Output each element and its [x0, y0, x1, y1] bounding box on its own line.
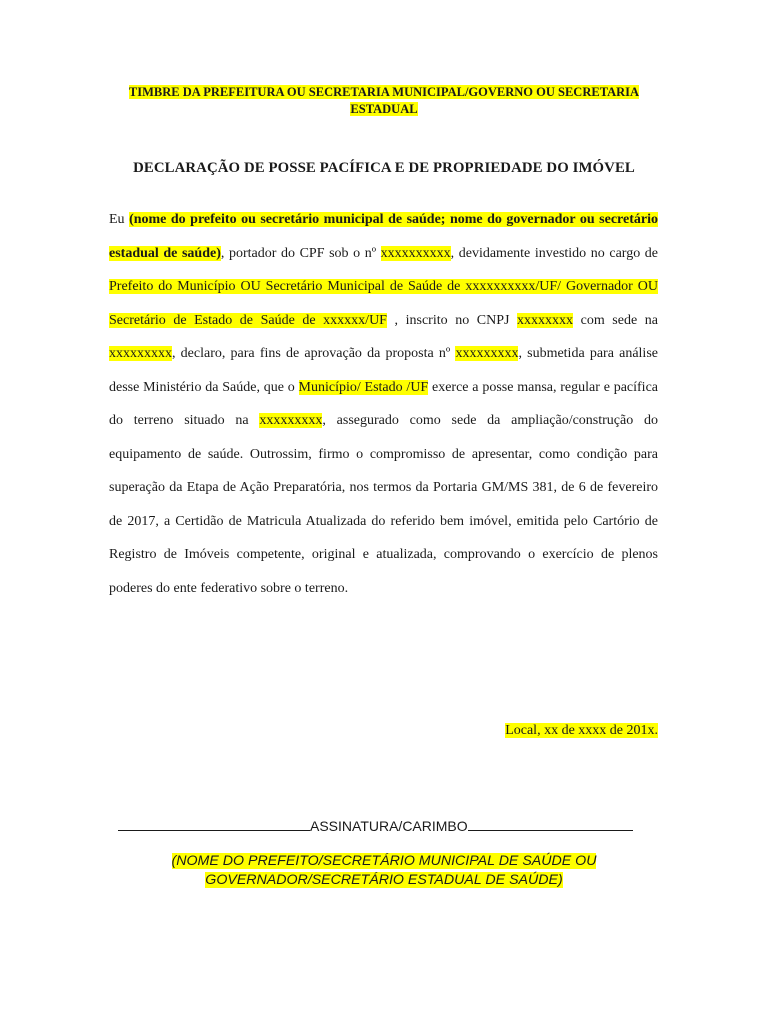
cpf-placeholder: xxxxxxxxxx	[380, 245, 451, 261]
body-text-segment: Eu	[109, 212, 130, 227]
signer-name-line-2: GOVERNADOR/SECRETÁRIO ESTADUAL DE SAÚDE)	[205, 872, 563, 888]
entity-placeholder: Município/ Estado /UF	[298, 379, 429, 395]
body-text-segment: , assegurado como sede da ampliação/construção do equipamento de saúde. Outrossim, firmo o compromisso de apresentar, como condição para superação da Etapa de Ação Preparatória, nos termos da Portaria GM/MS 381, de 6 de fevereiro de 2017, a Certidão de Matricula Atualizada do referido bem imóvel, emitida pelo Cartório de Registro de Imóveis competente, original e atualizada, comprovando o exercício de plenos poderes do ente federativo sobre o terreno.	[109, 413, 659, 596]
signer-name	[100, 852, 668, 890]
place-date	[505, 720, 658, 742]
land-location-placeholder: xxxxxxxxx	[259, 413, 323, 428]
body-text-segment: , inscrito no CNPJ	[386, 312, 518, 328]
body-text-segment: , submetida para análise desse Ministério da Saúde, que o	[109, 346, 658, 395]
signature-rule-right	[468, 816, 633, 831]
cnpj-placeholder: xxxxxxxx	[517, 312, 574, 328]
declaration-body	[109, 203, 658, 605]
official-name-placeholder: (nome do prefeito ou secretário municipal de saúde; nome do governador ou secretário estadual de saúde)	[109, 212, 658, 261]
signature-line	[118, 816, 658, 834]
document-title: DECLARAÇÃO DE POSSE PACÍFICA E DE PROPRIEDADE DO IMÓVEL	[133, 160, 635, 176]
letterhead	[100, 84, 668, 118]
body-text-segment: com sede na	[573, 312, 658, 328]
proposal-number-placeholder: xxxxxxxxx	[455, 346, 519, 361]
signer-name-line-1: (NOME DO PREFEITO/SECRETÁRIO MUNICIPAL DE SAÚDE OU	[171, 853, 597, 869]
body-text-segment: , devidamente investido no cargo de	[450, 245, 658, 261]
signature-rule-left	[118, 816, 310, 831]
office-placeholder: Prefeito do Município OU Secretário Municipal de Saúde de xxxxxxxxxx/UF/ Governador OU Secretário de Estado de Saúde de xxxxxx/UF	[109, 279, 658, 328]
body-text-segment: , portador do CPF sob o nº	[220, 245, 381, 261]
body-text-segment: , declaro, para fins de aprovação da proposta nº	[172, 346, 456, 361]
signature-label: ASSINATURA/CARIMBO	[310, 818, 468, 834]
place-date-placeholder: Local, xx de xxxx de 201x.	[505, 723, 658, 738]
letterhead-line-2: ESTADUAL	[350, 102, 418, 116]
headquarters-placeholder: xxxxxxxxx	[109, 346, 172, 361]
letterhead-line-1: TIMBRE DA PREFEITURA OU SECRETARIA MUNICIPAL/GOVERNO OU SECRETARIA	[128, 85, 640, 99]
body-text-segment: exerce a posse mansa, regular e pacífica do terreno situado na	[109, 379, 658, 428]
